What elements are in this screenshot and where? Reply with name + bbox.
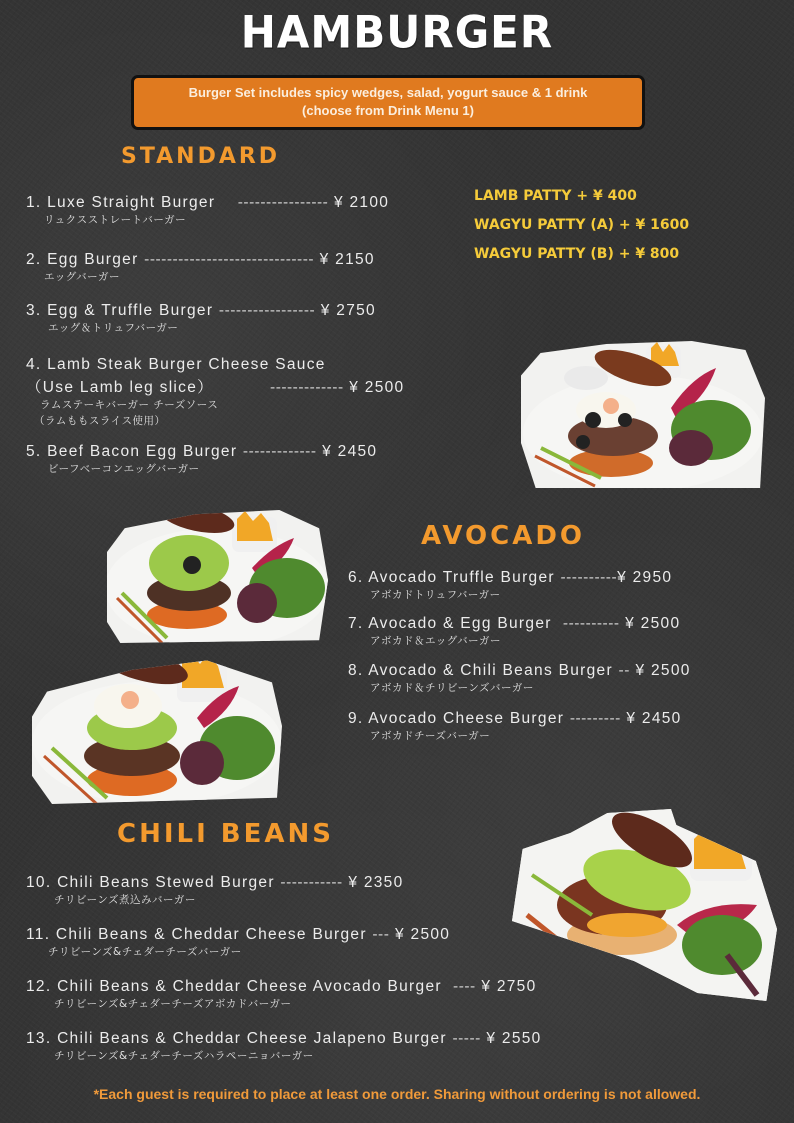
leader-dots: --------- bbox=[569, 710, 621, 727]
item-name: Lamb Steak Burger Cheese Sauce bbox=[47, 356, 326, 373]
item-price: ¥ 2450 bbox=[626, 710, 682, 727]
menu-item bbox=[26, 873, 404, 908]
item-number: 7. bbox=[348, 615, 364, 632]
ordering-policy-note: *Each guest is required to place at least one order. Sharing without ordering is not allowed. bbox=[93, 1086, 701, 1102]
avocado-truffle-burger-photo bbox=[107, 503, 328, 643]
item-name-jp: チリビーンズ&チェダーチーズアボカドバーガー bbox=[54, 998, 292, 1010]
item-name-jp: アボカド＆チリビーンズバーガー bbox=[370, 682, 534, 694]
leader-dots: ---------- bbox=[560, 569, 618, 586]
truffle-egg-burger-photo bbox=[521, 338, 765, 488]
item-number: 6. bbox=[348, 569, 364, 586]
item-price: ¥ 2500 bbox=[395, 926, 451, 943]
item-number: 13. bbox=[26, 1030, 52, 1047]
item-name-jp: リュクスストレートバーガー bbox=[44, 214, 187, 226]
item-name-jp: チリビーンズ&チェダーチーズバーガー bbox=[48, 946, 242, 958]
leader-dots: ---------- bbox=[562, 615, 620, 632]
item-number: 5. bbox=[26, 443, 42, 460]
item-name: Beef Bacon Egg Burger bbox=[47, 443, 238, 460]
item-name: Avocado & Chili Beans Burger bbox=[368, 662, 613, 679]
leader-dots: ---------------- bbox=[237, 194, 329, 211]
menu-item bbox=[26, 193, 389, 228]
item-name-jp-line-2: （ラムももスライス使用） bbox=[34, 415, 166, 427]
item-name: Egg Burger bbox=[47, 251, 139, 268]
patty-upgrades bbox=[474, 182, 689, 269]
item-price: ¥ 2950 bbox=[617, 569, 673, 586]
burger-illustration bbox=[32, 648, 282, 804]
item-name-jp: チリビーンズ煮込みバーガー bbox=[54, 894, 196, 906]
menu-item bbox=[26, 301, 376, 336]
page-title: HAMBURGER bbox=[240, 6, 554, 59]
menu-item bbox=[348, 568, 672, 603]
item-name-jp: アボカドチーズバーガー bbox=[370, 730, 491, 742]
avocado-egg-burger-photo bbox=[32, 648, 282, 804]
item-name-jp: ビーフベーコンエッグバーガー bbox=[48, 463, 200, 475]
menu-item bbox=[26, 355, 404, 429]
item-number: 3. bbox=[26, 302, 42, 319]
item-name-jp: エッグ＆トリュフバーガー bbox=[48, 322, 179, 334]
item-number: 12. bbox=[26, 978, 52, 995]
item-name: Chili Beans & Cheddar Cheese Avocado Burger bbox=[57, 978, 442, 995]
upgrade-wagyu-patty-b: WAGYU PATTY (B) + ¥ 800 bbox=[474, 246, 680, 262]
item-name-jp: アボカド＆エッグバーガー bbox=[370, 635, 501, 647]
leader-dots: ---- bbox=[453, 978, 476, 995]
leader-dots: ------------------------------ bbox=[144, 251, 315, 268]
item-number: 2. bbox=[26, 251, 42, 268]
item-name: Luxe Straight Burger bbox=[47, 194, 216, 211]
item-name-line-2: （Use Lamb leg slice） bbox=[26, 379, 214, 396]
item-price: ¥ 2500 bbox=[625, 615, 681, 632]
leader-dots: ------------- bbox=[242, 443, 317, 460]
upgrade-wagyu-patty-a: WAGYU PATTY (A) + ¥ 1600 bbox=[474, 217, 690, 233]
menu-item bbox=[26, 250, 375, 285]
item-name-jp: エッグバーガー bbox=[44, 271, 120, 283]
item-price: ¥ 2550 bbox=[486, 1030, 542, 1047]
item-number: 4. bbox=[26, 356, 42, 373]
item-number: 9. bbox=[348, 710, 364, 727]
menu-item bbox=[26, 977, 537, 1012]
item-price: ¥ 2150 bbox=[319, 251, 375, 268]
section-heading-chili-beans: CHILI BEANS bbox=[117, 819, 334, 849]
item-name: Chili Beans & Cheddar Cheese Jalapeno Burger bbox=[57, 1030, 447, 1047]
burger-illustration bbox=[107, 503, 328, 643]
menu-item bbox=[26, 1029, 542, 1064]
item-name: Avocado Cheese Burger bbox=[368, 710, 565, 727]
upgrade-lamb-patty: LAMB PATTY + ¥ 400 bbox=[474, 188, 637, 204]
menu-item bbox=[348, 709, 682, 744]
item-name: Chili Beans Stewed Burger bbox=[57, 874, 275, 891]
item-name-jp: アボカドトリュフバーガー bbox=[370, 589, 501, 601]
menu-item bbox=[348, 661, 691, 696]
set-info-line-2: (choose from Drink Menu 1) bbox=[302, 103, 474, 118]
item-name-jp: ラムステーキバーガー チーズソース bbox=[40, 399, 219, 411]
leader-dots: --- bbox=[372, 926, 390, 943]
item-price: ¥ 2100 bbox=[333, 194, 390, 211]
section-heading-avocado: AVOCADO bbox=[421, 521, 586, 551]
set-info-line-1: Burger Set includes spicy wedges, salad, yogurt sauce & 1 drink bbox=[188, 85, 588, 100]
menu-item bbox=[348, 614, 680, 649]
item-name: Avocado & Egg Burger bbox=[368, 615, 552, 632]
item-number: 10. bbox=[26, 874, 52, 891]
burger-illustration bbox=[512, 805, 777, 1005]
leader-dots: -- bbox=[618, 662, 630, 679]
set-info-banner bbox=[131, 75, 645, 130]
item-number: 11. bbox=[26, 926, 51, 943]
item-price: ¥ 2750 bbox=[320, 302, 376, 319]
leader-dots: ------------- bbox=[270, 379, 344, 396]
item-price: ¥ 2750 bbox=[481, 978, 537, 995]
menu-item bbox=[26, 925, 450, 960]
item-name: Avocado Truffle Burger bbox=[368, 569, 555, 586]
item-price: ¥ 2500 bbox=[349, 379, 405, 396]
item-name: Egg & Truffle Burger bbox=[47, 302, 214, 319]
item-name: Chili Beans & Cheddar Cheese Burger bbox=[55, 926, 367, 943]
item-price: ¥ 2350 bbox=[348, 874, 404, 891]
item-number: 1. bbox=[26, 194, 42, 211]
section-heading-standard: STANDARD bbox=[121, 144, 281, 169]
item-price: ¥ 2450 bbox=[322, 443, 378, 460]
burger-illustration bbox=[521, 338, 765, 488]
menu-item bbox=[26, 442, 377, 477]
leader-dots: ----------- bbox=[280, 874, 343, 891]
leader-dots: ----- bbox=[452, 1030, 481, 1047]
chili-beans-avocado-burger-photo bbox=[512, 805, 777, 1005]
item-name-jp: チリビーンズ&チェダーチーズハラペーニョバーガー bbox=[54, 1050, 314, 1062]
item-number: 8. bbox=[348, 662, 364, 679]
item-price: ¥ 2500 bbox=[635, 662, 691, 679]
leader-dots: ----------------- bbox=[218, 302, 316, 319]
